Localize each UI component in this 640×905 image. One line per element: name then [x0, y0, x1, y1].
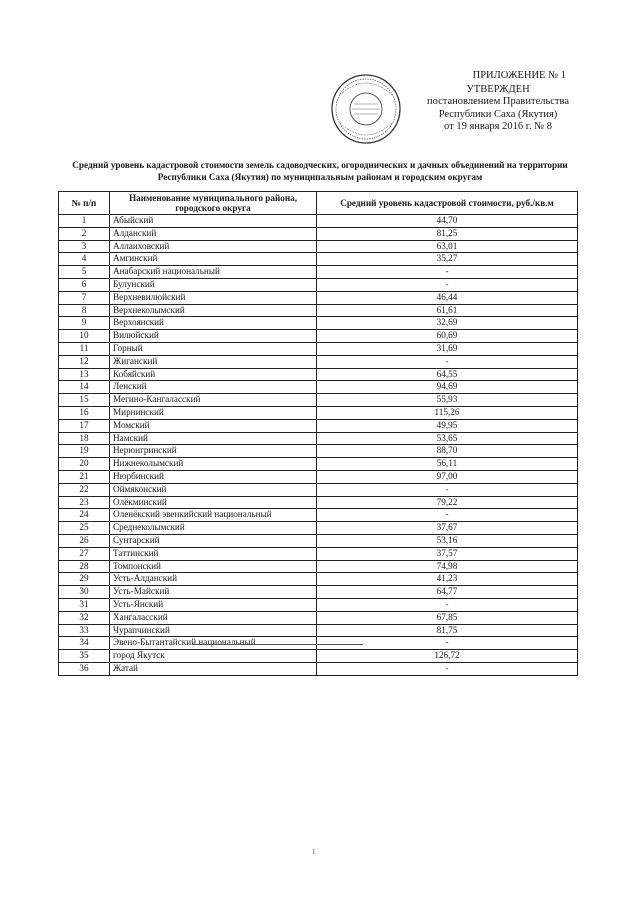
row-value: 79,22 [317, 496, 578, 509]
row-number: 15 [59, 394, 110, 407]
table-row [59, 381, 578, 394]
row-value: 64,77 [317, 586, 578, 599]
table-row [59, 266, 578, 279]
row-value: - [317, 266, 578, 279]
table-row [59, 650, 578, 663]
row-name: Анабарский национальный [110, 266, 317, 279]
row-name: Намский [110, 432, 317, 445]
row-number: 2 [59, 227, 110, 240]
table-row [59, 445, 578, 458]
row-value: - [317, 662, 578, 675]
row-number: 33 [59, 624, 110, 637]
table-row [59, 662, 578, 675]
table-row [59, 534, 578, 547]
row-value: 64,55 [317, 368, 578, 381]
row-number: 31 [59, 598, 110, 611]
row-number: 14 [59, 381, 110, 394]
row-number: 16 [59, 406, 110, 419]
row-number: 27 [59, 547, 110, 560]
row-number: 4 [59, 253, 110, 266]
table-row [59, 304, 578, 317]
row-name: Усть-Майский [110, 586, 317, 599]
row-number: 24 [59, 509, 110, 522]
row-name: Вилюйский [110, 330, 317, 343]
row-number: 34 [59, 637, 110, 650]
table-row [59, 394, 578, 407]
row-number: 22 [59, 483, 110, 496]
row-name: Кобяйский [110, 368, 317, 381]
row-number: 32 [59, 611, 110, 624]
table-row [59, 227, 578, 240]
table-row [59, 291, 578, 304]
row-value: 61,61 [317, 304, 578, 317]
row-value: 41,23 [317, 573, 578, 586]
table-row [59, 342, 578, 355]
row-value: 81,25 [317, 227, 578, 240]
row-name: Среднеколымский [110, 522, 317, 535]
closing-rule [193, 644, 363, 645]
row-value: 115,26 [317, 406, 578, 419]
table-row [59, 355, 578, 368]
row-value: - [317, 509, 578, 522]
approval-line-3: от 19 января 2016 г. № 8 [444, 121, 552, 132]
official-seal [330, 73, 402, 145]
row-value: 31,69 [317, 342, 578, 355]
row-name: Мегино-Кангаласский [110, 394, 317, 407]
table-row [59, 624, 578, 637]
row-value: 53,16 [317, 534, 578, 547]
row-number: 26 [59, 534, 110, 547]
page-number: 1 [312, 848, 316, 856]
cadastral-value-table [58, 191, 578, 676]
row-number: 19 [59, 445, 110, 458]
row-number: 35 [59, 650, 110, 663]
row-number: 3 [59, 240, 110, 253]
row-name: Абыйский [110, 215, 317, 228]
row-number: 36 [59, 662, 110, 675]
row-value: 53,65 [317, 432, 578, 445]
table-row [59, 406, 578, 419]
table-row [59, 496, 578, 509]
row-name: Усть-Алданский [110, 573, 317, 586]
row-name: Олёкминский [110, 496, 317, 509]
document-title: Средний уровень кадастровой стоимости земель садоводческих, огороднических и дачных объединений на территории Республики Саха (Якутия) по муниципальным районам и городским округам [72, 160, 568, 182]
row-value: 56,11 [317, 458, 578, 471]
table-row [59, 278, 578, 291]
approval-line-1: постановлением Правительства [426, 96, 569, 107]
row-number: 10 [59, 330, 110, 343]
row-value: 74,98 [317, 560, 578, 573]
col-header-name: Наименование муниципального района, городского округа [110, 192, 317, 215]
row-name: Оленёкский эвенкийский национальный [110, 509, 317, 522]
appendix-label: ПРИЛОЖЕНИЕ № 1 [472, 70, 566, 81]
row-value: 46,44 [317, 291, 578, 304]
row-value: - [317, 278, 578, 291]
row-number: 1 [59, 215, 110, 228]
row-name: Нижнеколымский [110, 458, 317, 471]
row-value: - [317, 355, 578, 368]
row-value: 63,01 [317, 240, 578, 253]
row-number: 17 [59, 419, 110, 432]
row-name: Ленский [110, 381, 317, 394]
row-number: 30 [59, 586, 110, 599]
row-value: 94,69 [317, 381, 578, 394]
table-row [59, 368, 578, 381]
approval-line-2: Республики Саха (Якутия) [438, 108, 558, 120]
table-row [59, 330, 578, 343]
row-number: 12 [59, 355, 110, 368]
row-name: Алданский [110, 227, 317, 240]
row-number: 9 [59, 317, 110, 330]
row-number: 23 [59, 496, 110, 509]
row-name: Нюрбинский [110, 470, 317, 483]
row-number: 20 [59, 458, 110, 471]
table-row [59, 253, 578, 266]
row-name: Нерюнгринский [110, 445, 317, 458]
table-row [59, 522, 578, 535]
table-row [59, 573, 578, 586]
table-row [59, 483, 578, 496]
row-value: 44,70 [317, 215, 578, 228]
row-number: 25 [59, 522, 110, 535]
row-name: Верхнеколымский [110, 304, 317, 317]
table-row [59, 547, 578, 560]
row-name: город Якутск [110, 650, 317, 663]
row-name: Верхневилюйский [110, 291, 317, 304]
row-value: 49,95 [317, 419, 578, 432]
table-row [59, 240, 578, 253]
row-name: Эвено-Бытантайский национальный [110, 637, 317, 650]
row-number: 28 [59, 560, 110, 573]
table-row [59, 317, 578, 330]
row-value: - [317, 598, 578, 611]
row-value: 88,70 [317, 445, 578, 458]
row-name: Сунтарский [110, 534, 317, 547]
approval-header [388, 70, 608, 134]
row-value: - [317, 483, 578, 496]
row-name: Булунский [110, 278, 317, 291]
row-name: Горный [110, 342, 317, 355]
table-row [59, 470, 578, 483]
row-number: 21 [59, 470, 110, 483]
row-value: 32,69 [317, 317, 578, 330]
row-number: 7 [59, 291, 110, 304]
row-number: 8 [59, 304, 110, 317]
row-name: Хангаласский [110, 611, 317, 624]
row-name: Оймяконский [110, 483, 317, 496]
table-row [59, 419, 578, 432]
row-number: 29 [59, 573, 110, 586]
row-name: Амгинский [110, 253, 317, 266]
row-value: 126,72 [317, 650, 578, 663]
row-name: Чурапчинский [110, 624, 317, 637]
row-value: 97,00 [317, 470, 578, 483]
row-number: 13 [59, 368, 110, 381]
row-name: Мирнинский [110, 406, 317, 419]
row-name: Усть-Янский [110, 598, 317, 611]
row-name: Жиганский [110, 355, 317, 368]
table-row [59, 586, 578, 599]
approved-label: УТВЕРЖДЕН [466, 83, 530, 95]
col-header-number: № п/п [59, 192, 110, 215]
row-name: Жатай [110, 662, 317, 675]
row-number: 18 [59, 432, 110, 445]
row-value: 55,93 [317, 394, 578, 407]
row-value: 37,57 [317, 547, 578, 560]
row-value: 37,67 [317, 522, 578, 535]
row-value: 67,85 [317, 611, 578, 624]
row-name: Томпонский [110, 560, 317, 573]
row-name: Момский [110, 419, 317, 432]
table-body [59, 215, 578, 676]
row-value: 60,69 [317, 330, 578, 343]
table-row [59, 611, 578, 624]
row-value: 35,27 [317, 253, 578, 266]
row-name: Аллаиховский [110, 240, 317, 253]
table-row [59, 560, 578, 573]
row-number: 11 [59, 342, 110, 355]
table-row [59, 432, 578, 445]
row-value: 81,75 [317, 624, 578, 637]
table-row [59, 598, 578, 611]
table-row [59, 509, 578, 522]
row-number: 6 [59, 278, 110, 291]
row-number: 5 [59, 266, 110, 279]
table-header-row [59, 192, 578, 215]
table-row [59, 458, 578, 471]
row-name: Таттинский [110, 547, 317, 560]
table-row [59, 215, 578, 228]
row-value: - [317, 637, 578, 650]
col-header-value: Средний уровень кадастровой стоимости, руб./кв.м [317, 192, 578, 215]
row-name: Верхоянский [110, 317, 317, 330]
